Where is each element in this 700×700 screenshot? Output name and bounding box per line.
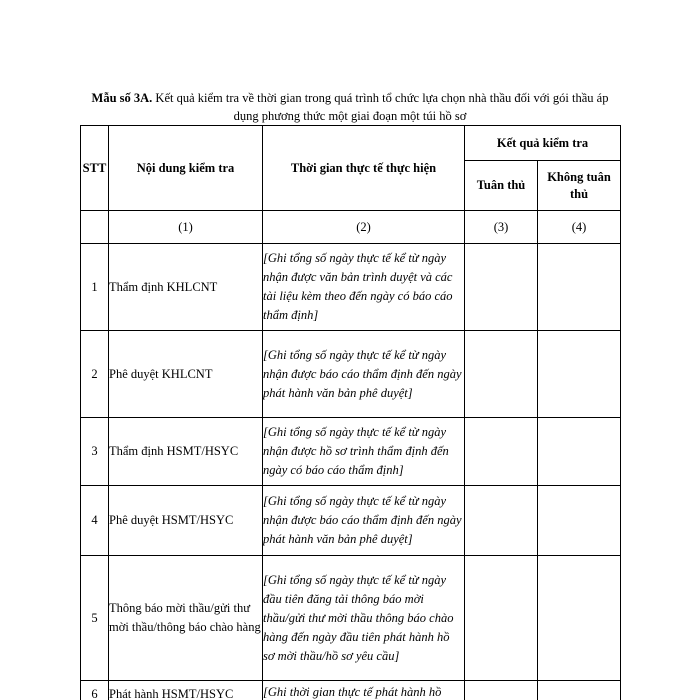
header-time: Thời gian thực tế thực hiện	[263, 126, 465, 211]
table-row	[81, 331, 621, 418]
row-content: Thẩm định KHLCNT	[109, 244, 263, 331]
row-time: [Ghi tổng số ngày thực tế kể từ ngày nhận được báo cáo thẩm định đến ngày phát hành văn bản phê duyệt]	[263, 331, 465, 418]
inspection-table	[80, 125, 621, 700]
row-time: [Ghi tổng số ngày thực tế kể từ ngày nhận được văn bản trình duyệt và các tài liệu kèm theo đến ngày có báo cáo thẩm định]	[263, 244, 465, 331]
row-time: [Ghi tổng số ngày thực tế kể từ ngày nhận được hồ sơ trình thẩm định đến ngày có báo cáo thẩm định]	[263, 418, 465, 486]
header-comply: Tuân thủ	[465, 161, 538, 211]
table-row	[81, 244, 621, 331]
row-not-comply-cell	[538, 681, 621, 700]
row-stt: 3	[81, 418, 109, 486]
column-number	[81, 211, 109, 244]
row-stt: 1	[81, 244, 109, 331]
row-comply-cell	[465, 244, 538, 331]
row-time: [Ghi tổng số ngày thực tế kể từ ngày nhận được báo cáo thẩm định đến ngày phát hành văn bản phê duyệt]	[263, 486, 465, 556]
header-stt: STT	[81, 126, 109, 211]
row-content: Phát hành HSMT/HSYC	[109, 681, 263, 700]
row-not-comply-cell	[538, 331, 621, 418]
row-not-comply-cell	[538, 486, 621, 556]
header-content: Nội dung kiểm tra	[109, 126, 263, 211]
row-time: [Ghi tổng số ngày thực tế kể từ ngày đầu tiên đăng tải thông báo mời thầu/gửi thư mời thầu thông báo chào hàng đến ngày đầu tiên phát hành hồ sơ mời thầu/hồ sơ yêu cầu]	[263, 556, 465, 681]
table-header-row	[81, 126, 621, 161]
row-not-comply-cell	[538, 244, 621, 331]
form-title-text: Kết quả kiểm tra về thời gian trong quá trình tổ chức lựa chọn nhà thầu đối với gói thầu áp dụng phương thức một giai đoạn một túi hồ sơ	[152, 91, 609, 123]
row-comply-cell	[465, 331, 538, 418]
row-comply-cell	[465, 418, 538, 486]
row-content: Thẩm định HSMT/HSYC	[109, 418, 263, 486]
row-comply-cell	[465, 681, 538, 700]
table-row	[81, 486, 621, 556]
row-content: Thông báo mời thầu/gửi thư mời thầu/thông báo chào hàng	[109, 556, 263, 681]
row-time: [Ghi thời gian thực tế phát hành hồ	[263, 681, 465, 700]
header-result: Kết quả kiểm tra	[465, 126, 621, 161]
form-title	[80, 89, 620, 125]
row-not-comply-cell	[538, 418, 621, 486]
column-number: (4)	[538, 211, 621, 244]
row-stt: 6	[81, 681, 109, 700]
table-row	[81, 556, 621, 681]
row-not-comply-cell	[538, 556, 621, 681]
column-number-row	[81, 211, 621, 244]
row-content: Phê duyệt KHLCNT	[109, 331, 263, 418]
row-stt: 4	[81, 486, 109, 556]
row-stt: 2	[81, 331, 109, 418]
row-comply-cell	[465, 556, 538, 681]
table-row	[81, 681, 621, 700]
table-row	[81, 418, 621, 486]
row-stt: 5	[81, 556, 109, 681]
form-number: Mẫu số 3A.	[91, 91, 153, 105]
row-content: Phê duyệt HSMT/HSYC	[109, 486, 263, 556]
column-number: (2)	[263, 211, 465, 244]
column-number: (1)	[109, 211, 263, 244]
row-comply-cell	[465, 486, 538, 556]
header-not-comply: Không tuân thủ	[538, 161, 621, 211]
column-number: (3)	[465, 211, 538, 244]
